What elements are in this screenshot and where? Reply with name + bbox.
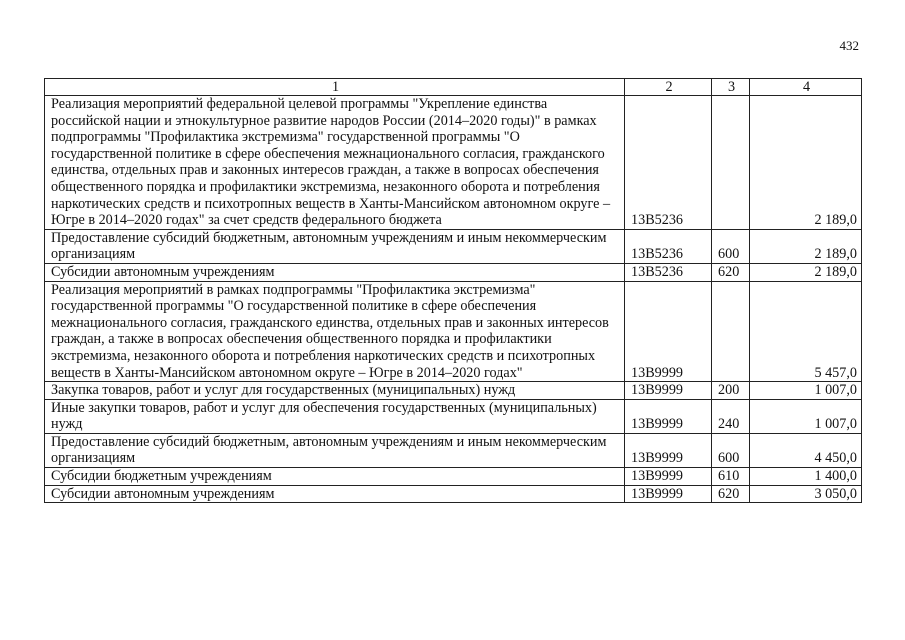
row-type-cell — [712, 96, 750, 230]
row-amount-cell: 2 189,0 — [750, 96, 862, 230]
column-header-2: 2 — [625, 79, 712, 96]
table-row — [45, 263, 862, 281]
row-name-cell: Закупка товаров, работ и услуг для государственных (муниципальных) нужд — [45, 382, 625, 400]
row-code-cell: 13B9999 — [625, 281, 712, 382]
row-code-cell: 13B5236 — [625, 96, 712, 230]
budget-table — [44, 78, 862, 503]
row-amount-cell: 1 400,0 — [750, 468, 862, 486]
row-name-cell: Реализация мероприятий федеральной целевой программы "Укрепление единства российской нации и этнокультурное развитие народов России (2014–2020 годы)" в рамках подпрограммы "Профилактика экстремизма" государственной программы "О государственной политике в сфере обеспечения межнационального согласия, гражданского единства, отдельных прав и законных интересов граждан, а также в вопросах обеспечения общественного порядка и профилактики экстремизма, незаконного оборота и потребления наркотических средств и психотропных веществ в Ханты-Мансийском автономном округе – Югре в 2014–2020 годах" за счет средств федерального бюджета — [45, 96, 625, 230]
row-type-cell: 610 — [712, 468, 750, 486]
row-amount-cell: 3 050,0 — [750, 485, 862, 503]
row-amount-cell: 2 189,0 — [750, 229, 862, 263]
table-row — [45, 399, 862, 433]
row-amount-cell: 5 457,0 — [750, 281, 862, 382]
row-type-cell: 240 — [712, 399, 750, 433]
row-code-cell: 13B9999 — [625, 468, 712, 486]
table-row — [45, 485, 862, 503]
table-row — [45, 96, 862, 230]
row-name-cell: Предоставление субсидий бюджетным, автономным учреждениям и иным некоммерческим организациям — [45, 229, 625, 263]
row-code-cell: 13B9999 — [625, 399, 712, 433]
table-header — [45, 79, 862, 96]
row-name-cell: Субсидии автономным учреждениям — [45, 485, 625, 503]
row-name-cell: Реализация мероприятий в рамках подпрограммы "Профилактика экстремизма" государственной программы "О государственной политике в сфере обеспечения межнационального согласия, гражданского единства, отдельных прав и законных интересов граждан, а также в вопросах обеспечения общественного порядка и профилактики экстремизма, незаконного оборота и потребления наркотических средств и психотропных веществ в Ханты-Мансийском автономном округе – Югре в 2014–2020 годах" — [45, 281, 625, 382]
column-header-4: 4 — [750, 79, 862, 96]
row-name-cell: Иные закупки товаров, работ и услуг для обеспечения государственных (муниципальных) нужд — [45, 399, 625, 433]
row-type-cell: 200 — [712, 382, 750, 400]
row-amount-cell: 1 007,0 — [750, 382, 862, 400]
table-row — [45, 229, 862, 263]
row-name-cell: Предоставление субсидий бюджетным, автономным учреждениям и иным некоммерческим организациям — [45, 433, 625, 467]
table-row — [45, 468, 862, 486]
row-name-cell: Субсидии автономным учреждениям — [45, 263, 625, 281]
row-amount-cell: 1 007,0 — [750, 399, 862, 433]
row-type-cell: 600 — [712, 433, 750, 467]
row-code-cell: 13B9999 — [625, 382, 712, 400]
header-row — [45, 79, 862, 96]
column-header-1: 1 — [45, 79, 625, 96]
column-header-3: 3 — [712, 79, 750, 96]
row-code-cell: 13B5236 — [625, 229, 712, 263]
table-body — [45, 96, 862, 503]
row-name-cell: Субсидии бюджетным учреждениям — [45, 468, 625, 486]
row-code-cell: 13B9999 — [625, 485, 712, 503]
table-row — [45, 382, 862, 400]
row-type-cell: 620 — [712, 263, 750, 281]
table-row — [45, 281, 862, 382]
row-code-cell: 13B9999 — [625, 433, 712, 467]
row-amount-cell: 4 450,0 — [750, 433, 862, 467]
page-number: 432 — [839, 38, 859, 53]
table-row — [45, 433, 862, 467]
row-type-cell: 600 — [712, 229, 750, 263]
row-amount-cell: 2 189,0 — [750, 263, 862, 281]
row-type-cell — [712, 281, 750, 382]
row-type-cell: 620 — [712, 485, 750, 503]
row-code-cell: 13B5236 — [625, 263, 712, 281]
